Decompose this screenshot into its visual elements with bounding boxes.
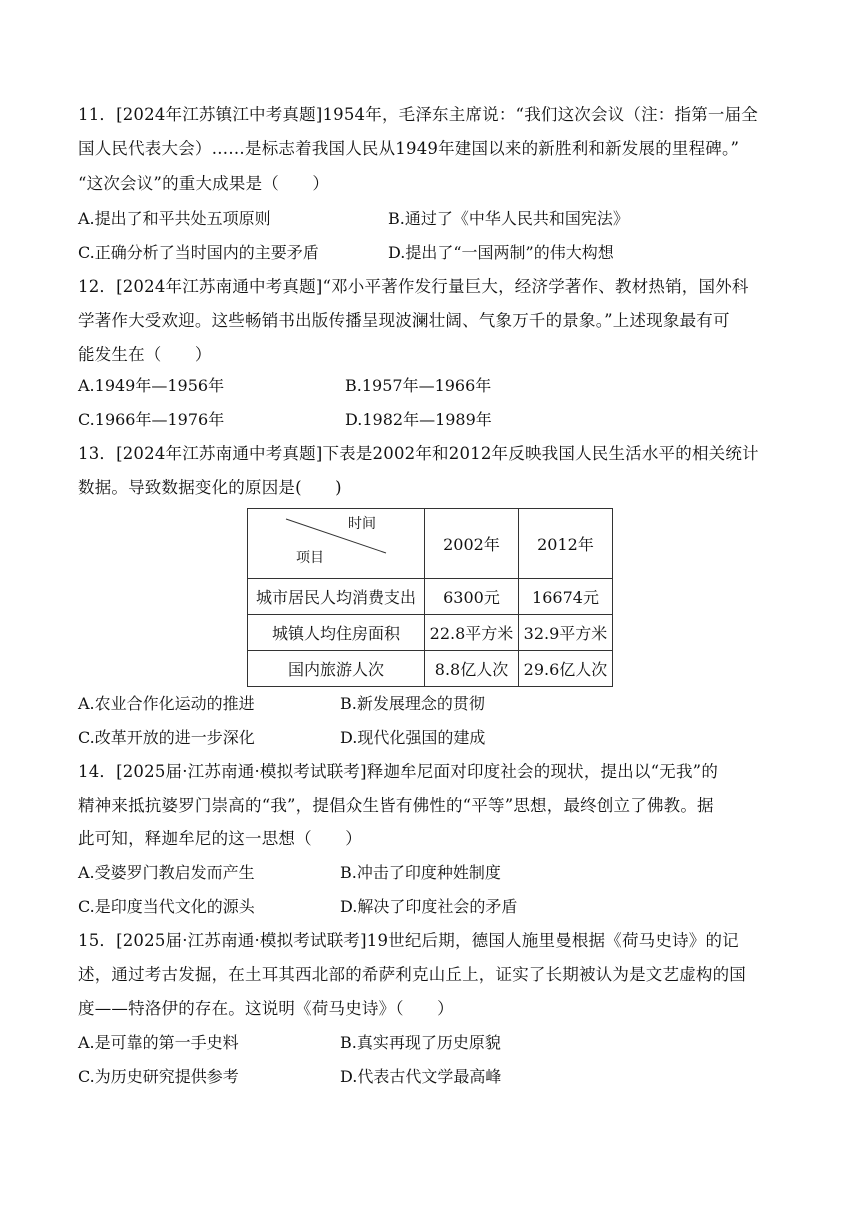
- question-13-stem-line-2: 数据。导致数据变化的原因是( ): [78, 478, 342, 497]
- table-header-2012: 2012年: [519, 509, 613, 579]
- question-15-option-b[interactable]: B.真实再现了历史原貌: [340, 1033, 501, 1052]
- question-13-option-a[interactable]: A.农业合作化运动的推进: [78, 694, 255, 713]
- question-12-stem-line-3: 能发生在（ ）: [78, 345, 212, 364]
- question-14-option-d[interactable]: D.解决了印度社会的矛盾: [340, 897, 518, 916]
- statistics-table: [247, 508, 613, 687]
- question-11-stem-line-1: 11．[2024年江苏镇江中考真题]1954年，毛泽东主席说：“我们这次会议（注：指第一届全: [78, 105, 758, 124]
- question-14-stem-line-2: 精神来抵抗婆罗门崇高的“我”，提倡众生皆有佛性的“平等”思想，最终创立了佛教。据: [78, 796, 714, 815]
- table-row-label: 城镇人均住房面积: [248, 615, 425, 651]
- table-header-item: 项目: [296, 550, 324, 566]
- table-header-2002: 2002年: [425, 509, 519, 579]
- table-cell-2002: 6300元: [425, 579, 519, 615]
- table-row: [248, 579, 613, 615]
- question-12-option-c[interactable]: C.1966年—1976年: [78, 410, 225, 429]
- table-cell-2002: 22.8平方米: [425, 615, 519, 651]
- question-11-option-b[interactable]: B.通过了《中华人民共和国宪法》: [388, 209, 629, 228]
- question-12-stem-line-1: 12．[2024年江苏南通中考真题]“邓小平著作发行量巨大，经济学著作、教材热销，国外科: [78, 277, 749, 296]
- table-cell-2012: 32.9平方米: [519, 615, 613, 651]
- table-cell-2012: 29.6亿人次: [519, 651, 613, 687]
- question-13-stem-line-1: 13．[2024年江苏南通中考真题]下表是2002年和2012年反映我国人民生活水平的相关统计: [78, 444, 759, 463]
- table-row: [248, 651, 613, 687]
- table-header-row: [248, 509, 613, 579]
- question-11-option-a[interactable]: A.提出了和平共处五项原则: [78, 209, 271, 228]
- question-13-option-b[interactable]: B.新发展理念的贯彻: [340, 694, 485, 713]
- question-13-option-c[interactable]: C.改革开放的进一步深化: [78, 728, 255, 747]
- question-15-option-d[interactable]: D.代表古代文学最高峰: [340, 1067, 502, 1086]
- question-14-option-a[interactable]: A.受婆罗门教启发而产生: [78, 863, 255, 882]
- question-14-stem-line-3: 此可知，释迦牟尼的这一思想（ ）: [78, 829, 362, 848]
- question-15-stem-line-3: 度——特洛伊的存在。这说明《荷马史诗》（ ）: [78, 999, 454, 1018]
- table-cell-2012: 16674元: [519, 579, 613, 615]
- table-row-label: 国内旅游人次: [248, 651, 425, 687]
- question-15-stem-line-1: 15．[2025届·江苏南通·模拟考试联考]19世纪后期，德国人施里曼根据《荷马史诗》的记: [78, 931, 739, 950]
- table-header-time: 时间: [348, 516, 376, 532]
- question-12-option-a[interactable]: A.1949年—1956年: [78, 376, 225, 395]
- question-12-stem-line-2: 学著作大受欢迎。这些畅销书出版传播呈现波澜壮阔、气象万千的景象。”上述现象最有可: [78, 311, 730, 330]
- table-cell-2002: 8.8亿人次: [425, 651, 519, 687]
- table-row-label: 城市居民人均消费支出: [248, 579, 425, 615]
- question-12-option-d[interactable]: D.1982年—1989年: [345, 410, 492, 429]
- question-15-option-c[interactable]: C.为历史研究提供参考: [78, 1067, 239, 1086]
- question-15-option-a[interactable]: A.是可靠的第一手史料: [78, 1033, 239, 1052]
- table-row: [248, 615, 613, 651]
- question-14-option-c[interactable]: C.是印度当代文化的源头: [78, 897, 255, 916]
- question-11-option-d[interactable]: D.提出了“一国两制”的伟大构想: [388, 243, 614, 262]
- question-11-stem-line-2: 国人民代表大会）……是标志着我国人民从1949年建国以来的新胜利和新发展的里程碑。”: [78, 139, 740, 158]
- question-11-option-c[interactable]: C.正确分析了当时国内的主要矛盾: [78, 243, 319, 262]
- diagonal-divider-line: [248, 509, 424, 579]
- table-diagonal-header-cell: [248, 509, 425, 579]
- question-12-option-b[interactable]: B.1957年—1966年: [345, 376, 492, 395]
- question-11-stem-line-3: “这次会议”的重大成果是（ ）: [78, 174, 330, 193]
- question-14-option-b[interactable]: B.冲击了印度种姓制度: [340, 863, 501, 882]
- question-13-option-d[interactable]: D.现代化强国的建成: [340, 728, 486, 747]
- question-15-stem-line-2: 述，通过考古发掘，在土耳其西北部的希萨利克山丘上，证实了长期被认为是文艺虚构的国: [78, 965, 746, 984]
- question-14-stem-line-1: 14．[2025届·江苏南通·模拟考试联考]释迦牟尼面对印度社会的现状，提出以“无我”的: [78, 762, 719, 781]
